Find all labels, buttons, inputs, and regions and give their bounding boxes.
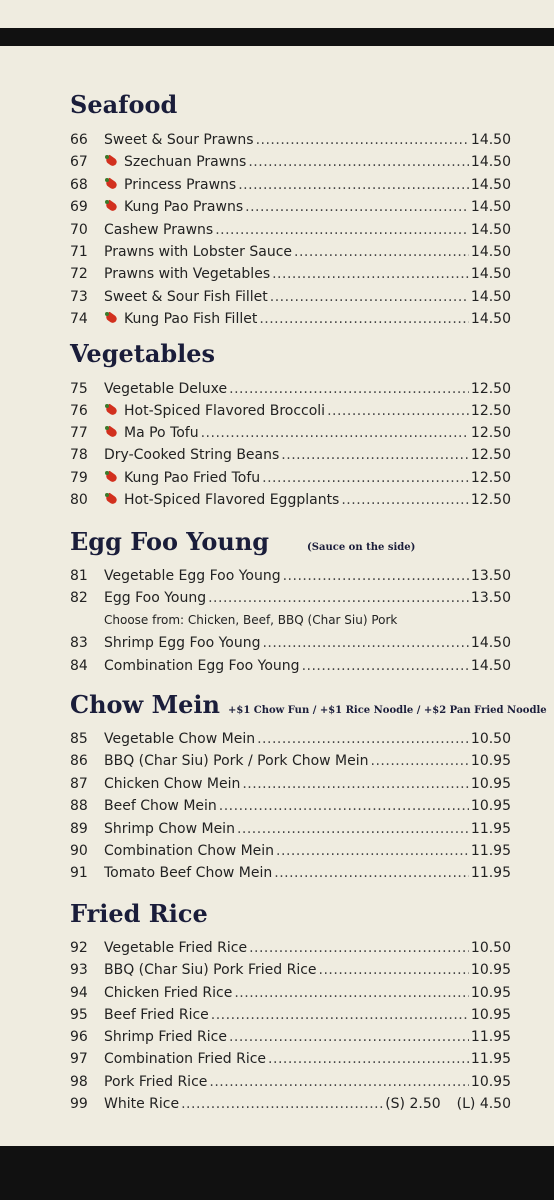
menu-item: 68 Princess Prawns ..... 14.50	[70, 174, 511, 196]
menu-item: 74 Kung Pao Fish Fillet ..... 14.50	[70, 308, 511, 330]
chili-pepper-icon	[104, 312, 120, 324]
menu-item: 80 Hot-Spiced Flavored Eggplants ..... 12.50	[70, 489, 511, 511]
menu-item: 87 Chicken Chow Mein ..... 10.95	[70, 773, 511, 795]
menu-item: 85 Vegetable Chow Mein ..... 10.50	[70, 728, 511, 750]
menu-item: 73 Sweet & Sour Fish Fillet ..... 14.50	[70, 286, 511, 308]
chili-pepper-icon	[104, 426, 120, 438]
section-note: +$1 Chow Fun / +$1 Rice Noodle / +$2 Pan Fried Noodle	[227, 705, 547, 716]
menu-item: 71 Prawns with Lobster Sauce ..... 14.50	[70, 241, 511, 263]
menu-item: 79 Kung Pao Fried Tofu ..... 12.50	[70, 467, 511, 489]
chili-pepper-icon	[104, 178, 120, 190]
section-title-chow-mein: Chow Mein +$1 Chow Fun / +$1 Rice Noodle / +$2 Pan Fried Noodle	[70, 690, 547, 719]
menu-item: 66 Sweet & Sour Prawns ..... 14.50	[70, 129, 511, 151]
menu-item: 82 Egg Foo Young ..... 13.50	[70, 587, 511, 609]
menu-item: 88 Beef Chow Mein ..... 10.95	[70, 795, 511, 817]
chili-pepper-icon	[104, 404, 120, 416]
menu-item: 83 Shrimp Egg Foo Young ..... 14.50	[70, 632, 511, 654]
menu-item: 99 White Rice ..... (S) 2.50 (L) 4.50	[70, 1093, 511, 1115]
menu-item: 67 Szechuan Prawns ..... 14.50	[70, 151, 511, 173]
menu-item: 91 Tomato Beef Chow Mein ..... 11.95	[70, 862, 511, 884]
chili-pepper-icon	[104, 471, 120, 483]
menu-item: 72 Prawns with Vegetables ..... 14.50	[70, 263, 511, 285]
menu-item: 69 Kung Pao Prawns ..... 14.50	[70, 196, 511, 218]
item-subnote: Choose from: Chicken, Beef, BBQ (Char Siu) Pork	[104, 613, 398, 627]
section-title-fried-rice: Fried Rice	[70, 899, 208, 928]
section-title-seafood: Seafood	[70, 90, 178, 119]
menu-item: 94 Chicken Fried Rice ..... 10.95	[70, 982, 511, 1004]
menu-item: 89 Shrimp Chow Mein ..... 11.95	[70, 818, 511, 840]
menu-item: 93 BBQ (Char Siu) Pork Fried Rice ..... 10.95	[70, 959, 511, 981]
menu-item: 98 Pork Fried Rice ..... 10.95	[70, 1071, 511, 1093]
menu-item: 75 Vegetable Deluxe ..... 12.50	[70, 378, 511, 400]
menu-item: 84 Combination Egg Foo Young ..... 14.50	[70, 655, 511, 677]
menu-item: 76 Hot-Spiced Flavored Broccoli ..... 12.50	[70, 400, 511, 422]
menu-item: 78 Dry-Cooked String Beans ..... 12.50	[70, 444, 511, 466]
menu-item: 96 Shrimp Fried Rice ..... 11.95	[70, 1026, 511, 1048]
chili-pepper-icon	[104, 493, 120, 505]
menu-item: 92 Vegetable Fried Rice ..... 10.50	[70, 937, 511, 959]
section-title-egg-foo-young: Egg Foo Young (Sauce on the side)	[70, 527, 416, 556]
menu-item: 95 Beef Fried Rice ..... 10.95	[70, 1004, 511, 1026]
top-margin	[0, 0, 554, 28]
menu-item: 86 BBQ (Char Siu) Pork / Pork Chow Mein ..... 10.95	[70, 750, 511, 772]
section-title-vegetables: Vegetables	[70, 339, 216, 368]
chili-pepper-icon	[104, 200, 120, 212]
menu-item: 70 Cashew Prawns ..... 14.50	[70, 219, 511, 241]
menu-item: 77 Ma Po Tofu ..... 12.50	[70, 422, 511, 444]
menu-item: 97 Combination Fried Rice ..... 11.95	[70, 1048, 511, 1070]
section-note: (Sauce on the side)	[307, 542, 416, 553]
menu-item: 81 Vegetable Egg Foo Young ..... 13.50	[70, 565, 511, 587]
chili-pepper-icon	[104, 155, 120, 167]
top-black-bar	[0, 28, 554, 46]
menu-item: 90 Combination Chow Mein ..... 11.95	[70, 840, 511, 862]
bottom-black-bar	[0, 1146, 554, 1200]
